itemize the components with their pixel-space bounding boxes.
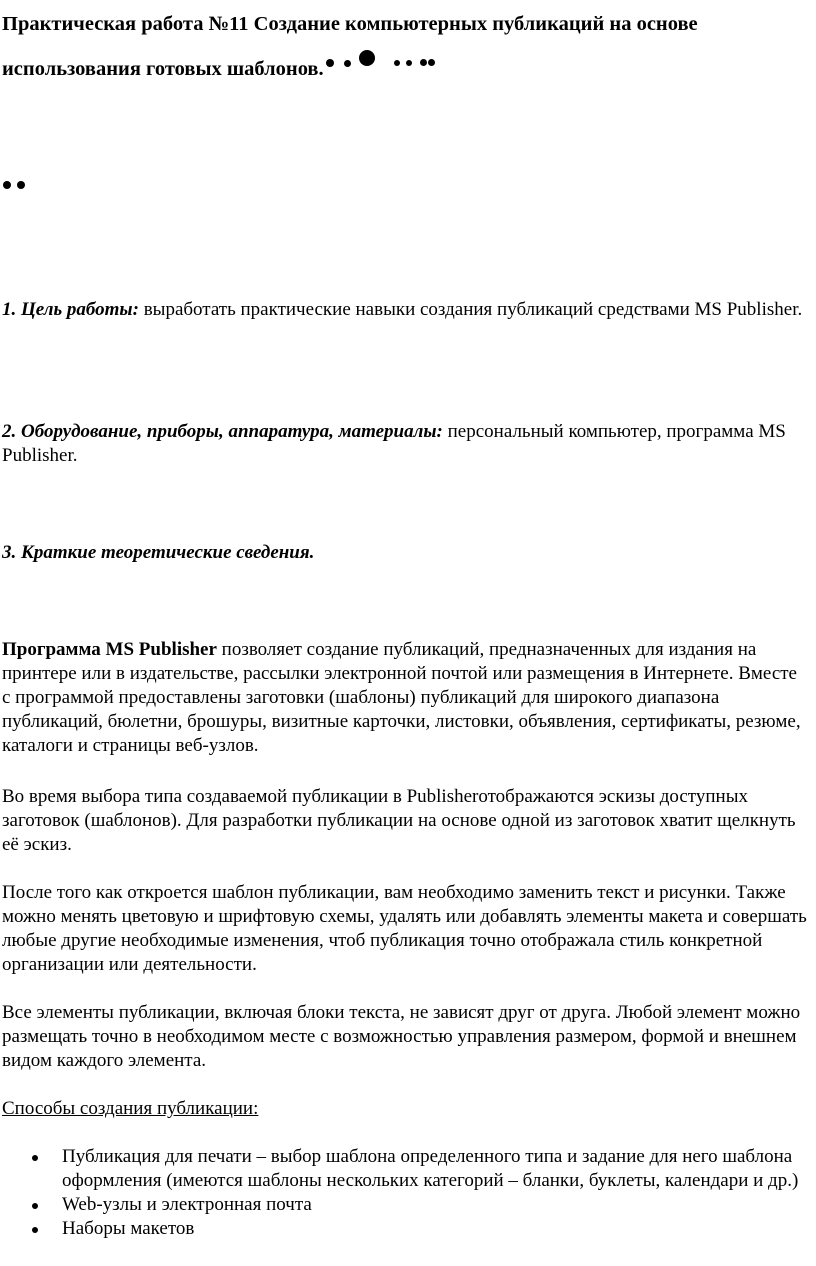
list-item: [2, 1193, 810, 1217]
intro-lead: Программа MS Publisher: [2, 639, 217, 660]
paragraph-elements: Все элементы публикации, включая блоки текста, не зависят друг от друга. Любой элемент можно размещать точно в необходимом месте с возможностью управления размером, формой и внешнем видом каждого элемента.: [2, 1002, 801, 1071]
section-goal: [2, 298, 810, 322]
section-equipment-text: персональный компьютер, программа MS Publisher.: [2, 421, 786, 466]
methods-list: [2, 1145, 810, 1241]
section-theory: [2, 541, 810, 565]
list-item-text: Публикация для печати – выбор шаблона определенного типа и задание для него шаблона оформления (имеются шаблоны нескольких категорий – бланки, буклеты, календари и др.): [62, 1146, 799, 1191]
section-goal-label: 1. Цель работы:: [2, 299, 139, 320]
title-text: Практическая работа №11 Создание компьютерных публикаций на основе использования готовых шаблонов.: [2, 13, 698, 80]
bullet-icon: [32, 1155, 38, 1161]
section-equipment-label: 2. Оборудование, приборы, аппаратура, материалы:: [2, 421, 443, 442]
decorative-dots: [324, 55, 454, 75]
section-goal-text: выработать практические навыки создания публикаций средствами MS Publisher.: [138, 299, 803, 320]
list-item-text: Web-узлы и электронная почта: [62, 1194, 312, 1215]
bullet-icon: [32, 1227, 38, 1233]
intro-text: позволяет создание публикаций, предназначенных для издания на принтере или в издательстве, рассылки электронной почтой или размещения в Интернете. Вместе с программой предоставлены заготовки (шаблоны) публикаций для широкого диапазона публикаций, бюлетни, брошуры, визитные карточки, листовки, объявления, сертификаты, резюме, каталоги и страницы веб-узлов.: [2, 639, 801, 756]
bullet-icon: [32, 1203, 38, 1209]
section-equipment: [2, 420, 810, 468]
section-theory-label: 3. Краткие теоретические сведения.: [2, 542, 315, 563]
list-item: [2, 1145, 810, 1193]
intro-paragraph: [2, 638, 810, 758]
list-item-text: Наборы макетов: [62, 1218, 195, 1239]
methods-heading: Способы создания публикации:: [2, 1098, 259, 1119]
page-title: [2, 2, 802, 92]
list-item: [2, 1217, 810, 1241]
decorative-dots-standalone: [0, 176, 40, 196]
paragraph-templates: Во время выбора типа создаваемой публикации в Publisherотображаются эскизы доступных заготовок (шаблонов). Для разработки публикации на основе одной из заготовок хватит щелкнуть её эскиз.: [2, 786, 796, 855]
paragraph-editing: После того как откроется шаблон публикации, вам необходимо заменить текст и рисунки. Также можно менять цветовую и шрифтовую схемы, удалять или добавлять элементы макета и совершать любые другие необходимые изменения, чтоб публикация точно отображала стиль конкретной организации или деятельности.: [2, 882, 807, 975]
